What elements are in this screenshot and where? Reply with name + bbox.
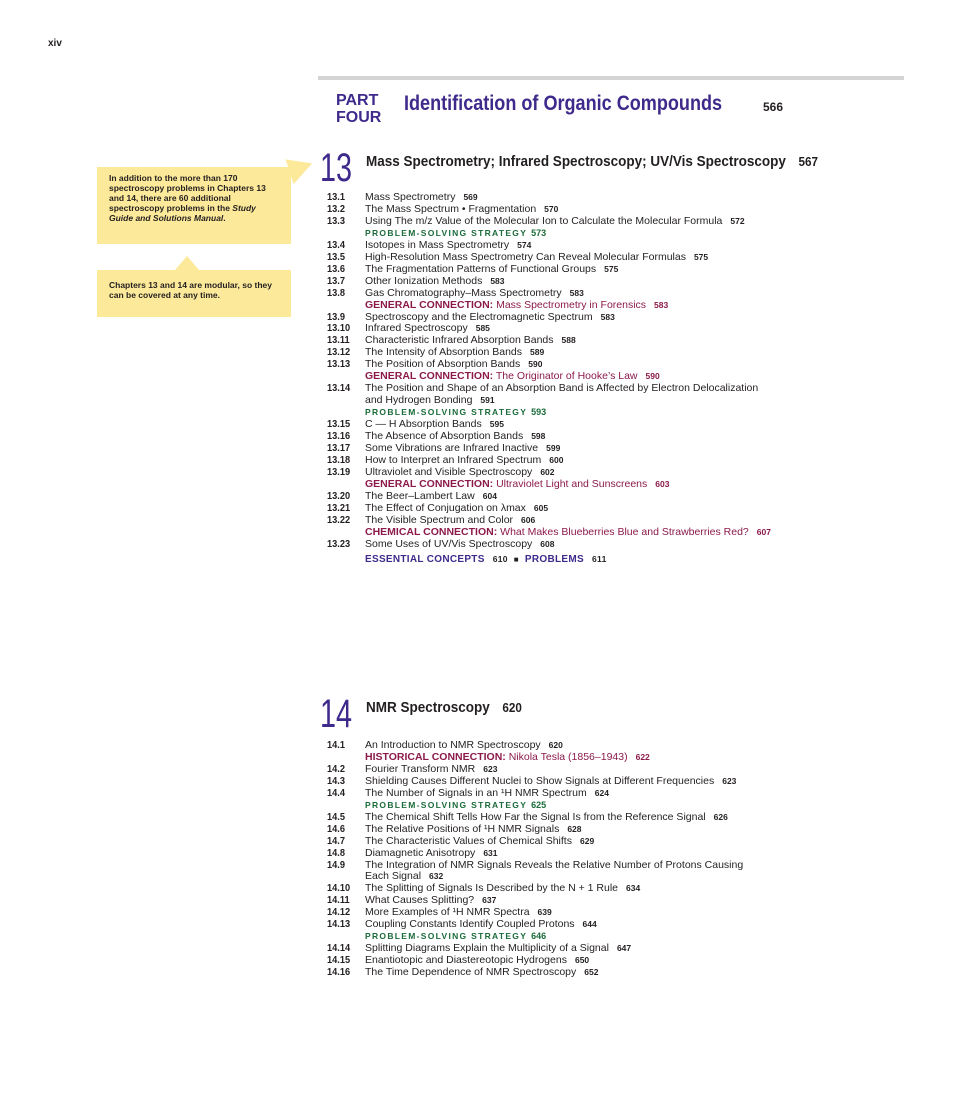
connection-title: What Makes Blueberries Blue and Strawberries Red? <box>500 525 749 538</box>
connection-page: 583 <box>654 299 669 310</box>
section-page: 652 <box>584 967 599 978</box>
section-page: 623 <box>722 775 737 786</box>
section-page: 606 <box>521 514 536 525</box>
section-title-text: The Position and Shape of an Absorption Band is Affected by Electron Delocalization <box>365 382 759 395</box>
chapter-number: 14 <box>320 692 353 736</box>
section-number: 13.4 <box>327 238 345 251</box>
section-page: 602 <box>540 466 555 477</box>
note-text: Chapters 13 and 14 are modular, so they can be covered at any time. <box>109 280 272 300</box>
section-title-text: The Relative Positions of ¹H NMR Signals <box>365 822 560 835</box>
section-page: 634 <box>626 883 641 894</box>
essential-concepts-label: ESSENTIAL CONCEPTS <box>365 553 485 565</box>
section-title-continued <box>365 394 495 406</box>
connection-label: HISTORICAL CONNECTION: <box>365 750 506 763</box>
strategy-page: 625 <box>531 799 547 810</box>
part-label <box>336 92 396 126</box>
problem-solving-strategy <box>365 799 546 811</box>
problems-page: 611 <box>592 553 607 564</box>
section-page: 628 <box>567 823 582 834</box>
section-title-text: The Time Dependence of NMR Spectroscopy <box>365 966 577 979</box>
section-number: 14.1 <box>327 739 345 751</box>
section-title-text: Coupling Constants Identify Coupled Protons <box>365 918 575 931</box>
section-page: 624 <box>594 787 609 798</box>
note-text-end: . <box>223 213 226 223</box>
section-number: 14.11 <box>327 894 350 907</box>
connection-feature <box>365 478 669 490</box>
section-number: 13.8 <box>327 286 345 299</box>
section-page: 583 <box>600 311 615 322</box>
section-title <box>365 966 598 978</box>
section-page: 589 <box>530 347 545 358</box>
section-title-text: The Splitting of Signals Is Described by the N + 1 Rule <box>365 882 619 895</box>
section-title-text: Enantiotopic and Diastereotopic Hydrogens <box>365 954 567 967</box>
section-page: 647 <box>616 943 632 954</box>
section-title-text: Gas Chromatography–Mass Spectrometry <box>365 286 562 299</box>
section-title-text: The Beer–Lambert Law <box>365 489 475 502</box>
section-title <box>365 430 545 442</box>
connection-label: GENERAL CONNECTION: <box>365 370 494 383</box>
section-title-text: The Mass Spectrum • Fragmentation <box>365 202 537 215</box>
section-number: 13.10 <box>327 322 351 335</box>
section-page: 574 <box>517 239 532 250</box>
strategy-label: PROBLEM-SOLVING STRATEGY <box>365 799 528 810</box>
section-number: 13.22 <box>327 513 351 526</box>
section-title-text: The Characteristic Values of Chemical Shifts <box>365 834 572 847</box>
section-title <box>365 763 497 775</box>
section-number: 14.13 <box>327 918 351 931</box>
section-page: 600 <box>549 454 564 465</box>
margin-note-problems <box>97 167 291 244</box>
section-title <box>365 775 736 787</box>
section-number: 13.7 <box>327 274 345 287</box>
strategy-page: 593 <box>531 407 547 418</box>
section-title-text: Infrared Spectroscopy <box>365 322 468 335</box>
connection-feature <box>365 751 650 763</box>
section-number: 13.3 <box>327 214 345 227</box>
section-number: 13.21 <box>327 501 351 514</box>
margin-note-modular <box>97 270 291 317</box>
section-number: 13.18 <box>327 453 351 466</box>
section-title-text: Some Vibrations are Infrared Inactive <box>365 441 539 454</box>
connection-feature <box>365 526 771 538</box>
section-page: 590 <box>528 359 543 370</box>
section-page: 650 <box>574 955 590 966</box>
section-number: 13.15 <box>327 418 351 431</box>
connection-label: GENERAL CONNECTION: <box>365 298 494 311</box>
section-number: 13.6 <box>327 262 345 275</box>
section-page: 639 <box>537 907 552 918</box>
connection-title: Ultraviolet Light and Sunscreens <box>496 477 648 490</box>
section-title-text: The Visible Spectrum and Color <box>365 513 514 526</box>
section-number: 13.14 <box>327 382 351 395</box>
section-title-text: High-Resolution Mass Spectrometry Can Reveal Molecular Formulas <box>365 250 686 263</box>
section-title <box>365 263 618 275</box>
section-title <box>365 358 542 370</box>
section-title <box>365 538 554 550</box>
section-title-text: An Introduction to NMR Spectroscopy <box>365 739 541 751</box>
section-page: 637 <box>482 895 497 906</box>
section-title <box>365 906 552 918</box>
strategy-label: PROBLEM-SOLVING STRATEGY <box>365 407 528 418</box>
section-number: 13.23 <box>327 537 351 550</box>
section-number: 14.7 <box>327 834 345 847</box>
section-title <box>365 287 584 299</box>
section-number: 14.14 <box>327 942 351 955</box>
strategy-label: PROBLEM-SOLVING STRATEGY <box>365 227 528 238</box>
part-label-line1: PART <box>336 92 379 109</box>
section-title <box>365 239 531 251</box>
section-number: 13.9 <box>327 310 345 323</box>
chapter-title <box>366 153 818 170</box>
section-number: 14.10 <box>327 882 351 895</box>
note-italic-text: Study Guide and Solutions Manual <box>109 203 256 223</box>
section-page: 605 <box>533 502 549 513</box>
section-page: 631 <box>483 847 498 858</box>
strategy-page: 646 <box>531 931 547 942</box>
part-title <box>404 92 722 116</box>
section-number: 13.2 <box>327 202 345 215</box>
section-title-text: The Number of Signals in an ¹H NMR Spectrum <box>365 786 587 799</box>
connection-title: Mass Spectrometry in Forensics <box>496 298 647 311</box>
section-page: 629 <box>579 835 595 846</box>
section-number: 13.20 <box>327 489 351 502</box>
essential-concepts-page: 610 <box>492 553 508 564</box>
section-title-text: The Position of Absorption Bands <box>365 358 521 371</box>
section-title <box>365 322 490 334</box>
connection-page: 622 <box>635 751 650 762</box>
section-title-text: How to Interpret an Infrared Spectrum <box>365 453 542 466</box>
section-title-text: What Causes Splitting? <box>365 894 475 907</box>
section-title <box>365 918 597 930</box>
part-title-text: Identification of Organic Compounds <box>404 92 723 115</box>
section-title <box>365 811 728 823</box>
section-page: 569 <box>463 192 478 202</box>
section-page: 570 <box>544 203 559 214</box>
section-page: 572 <box>730 215 745 226</box>
connection-page: 607 <box>756 526 771 537</box>
top-rule <box>318 76 904 80</box>
section-title-text: More Examples of ¹H NMR Spectra <box>365 906 530 919</box>
section-number: 14.15 <box>327 954 351 967</box>
section-title <box>365 466 555 478</box>
section-title <box>365 275 505 287</box>
section-title-text: The Intensity of Absorption Bands <box>365 346 523 359</box>
section-title <box>365 882 640 894</box>
section-page: 598 <box>531 431 546 441</box>
section-title <box>365 847 498 859</box>
section-title <box>365 215 745 227</box>
section-title <box>365 835 594 847</box>
section-number: 13.17 <box>327 441 351 454</box>
section-page: 599 <box>546 442 561 453</box>
section-title-text: Some Uses of UV/Vis Spectroscopy <box>365 537 533 550</box>
section-title <box>365 334 576 346</box>
section-title-text: C — H Absorption Bands <box>365 418 482 431</box>
section-title <box>365 311 615 323</box>
section-number: 13.16 <box>327 430 351 442</box>
connection-feature <box>365 370 660 382</box>
section-number: 14.3 <box>327 774 345 787</box>
section-title-text: Other Ionization Methods <box>365 274 483 287</box>
section-page: 591 <box>480 395 495 406</box>
section-title <box>365 442 560 454</box>
section-title-text: Isotopes in Mass Spectrometry <box>365 238 510 251</box>
problem-solving-strategy <box>365 227 546 239</box>
connection-page: 590 <box>645 371 660 382</box>
section-title <box>365 191 478 203</box>
section-page: 632 <box>429 871 444 882</box>
section-number: 13.19 <box>327 465 351 478</box>
section-page: 588 <box>561 335 576 346</box>
section-title-text: The Integration of NMR Signals Reveals the Relative Number of Protons Causing <box>365 858 744 871</box>
chapter-page: 567 <box>798 154 819 169</box>
section-title-text: Characteristic Infrared Absorption Bands <box>365 334 554 347</box>
section-title <box>365 502 548 514</box>
section-title <box>365 490 497 502</box>
chapter-page: 620 <box>502 700 522 715</box>
part-page: 566 <box>763 100 784 114</box>
section-title <box>365 203 558 215</box>
bullet-square-icon: ■ <box>513 554 519 564</box>
section-title <box>365 346 544 358</box>
section-number: 13.12 <box>327 346 351 359</box>
section-page: 626 <box>713 811 728 822</box>
section-title <box>365 514 535 526</box>
section-title <box>365 823 582 835</box>
connection-label: GENERAL CONNECTION: <box>365 477 494 490</box>
section-title <box>365 942 631 954</box>
chapter-title-text: Mass Spectrometry; Infrared Spectroscopy; UV/Vis Spectroscopy <box>366 153 786 170</box>
section-page: 620 <box>548 740 563 750</box>
chapter-title-text: NMR Spectroscopy <box>366 699 490 716</box>
section-number: 14.8 <box>327 846 345 859</box>
connection-title: The Originator of Hooke’s Law <box>495 370 638 383</box>
section-page: 583 <box>569 287 584 298</box>
section-number: 14.6 <box>327 822 345 835</box>
section-page: 604 <box>482 490 497 501</box>
page-number: xiv <box>48 38 62 49</box>
section-number: 13.13 <box>327 358 351 371</box>
section-number: 14.2 <box>327 762 345 775</box>
chapter-end-matter <box>365 553 607 566</box>
section-title-text: Ultraviolet and Visible Spectroscopy <box>365 465 533 478</box>
section-title-text: Splitting Diagrams Explain the Multiplicity of a Signal <box>365 942 609 955</box>
problem-solving-strategy <box>365 930 546 942</box>
chapter-title <box>366 699 522 716</box>
problems-label: PROBLEMS <box>524 553 584 565</box>
section-title-text: Spectroscopy and the Electromagnetic Spectrum <box>365 310 593 323</box>
section-number: 14.4 <box>327 786 345 799</box>
section-title <box>365 859 743 871</box>
section-page: 575 <box>693 251 709 262</box>
chapter-number: 13 <box>320 146 353 190</box>
connection-page: 603 <box>655 478 670 489</box>
section-title-text: The Chemical Shift Tells How Far the Signal Is from the Reference Signal <box>365 810 706 823</box>
part-label-line2: FOUR <box>336 109 382 126</box>
section-number: 13.11 <box>327 334 350 347</box>
section-title <box>365 954 589 966</box>
section-page: 644 <box>582 919 597 930</box>
section-title-continued <box>365 870 443 882</box>
section-page: 585 <box>475 323 490 334</box>
section-page: 623 <box>483 763 498 774</box>
section-page: 575 <box>604 263 619 274</box>
section-number: 14.16 <box>327 966 351 979</box>
section-title-text: Fourier Transform NMR <box>365 762 476 775</box>
strategy-page: 573 <box>531 227 547 238</box>
section-title-text: Each Signal <box>365 870 422 883</box>
section-page: 595 <box>489 419 504 430</box>
section-title <box>365 251 708 263</box>
section-title <box>365 787 609 799</box>
section-title-text: Diamagnetic Anisotropy <box>365 846 476 859</box>
section-number: 13.1 <box>327 191 345 203</box>
section-title-text: Mass Spectrometry <box>365 191 456 203</box>
section-title-text: The Effect of Conjugation on λmax <box>365 501 526 514</box>
section-title <box>365 454 563 466</box>
section-title <box>365 418 504 430</box>
section-number: 14.5 <box>327 810 345 823</box>
section-number: 14.9 <box>327 858 345 871</box>
connection-title: Nikola Tesla (1856–1943) <box>508 750 628 763</box>
section-number: 14.12 <box>327 906 351 919</box>
strategy-label: PROBLEM-SOLVING STRATEGY <box>365 931 528 942</box>
connection-label: CHEMICAL CONNECTION: <box>365 525 498 538</box>
section-number: 13.5 <box>327 250 345 263</box>
section-title <box>365 382 758 394</box>
section-page: 583 <box>490 275 505 286</box>
section-title <box>365 739 563 751</box>
section-title-text: Using The m/z Value of the Molecular Ion to Calculate the Molecular Formula <box>365 214 723 227</box>
section-title-text: The Absence of Absorption Bands <box>365 430 524 442</box>
section-title-text: The Fragmentation Patterns of Functional Groups <box>365 262 597 275</box>
note-text: In addition to the more than 170 spectroscopy problems in Chapters 13 and 14, there are 60 additional spectroscopy problems in the <box>109 173 266 213</box>
section-title-text: Shielding Causes Different Nuclei to Show Signals at Different Frequencies <box>365 774 715 787</box>
problem-solving-strategy <box>365 406 546 418</box>
connection-feature <box>365 299 668 311</box>
section-title <box>365 894 496 906</box>
section-page: 608 <box>540 538 555 549</box>
section-title-text: and Hydrogen Bonding <box>365 394 473 407</box>
